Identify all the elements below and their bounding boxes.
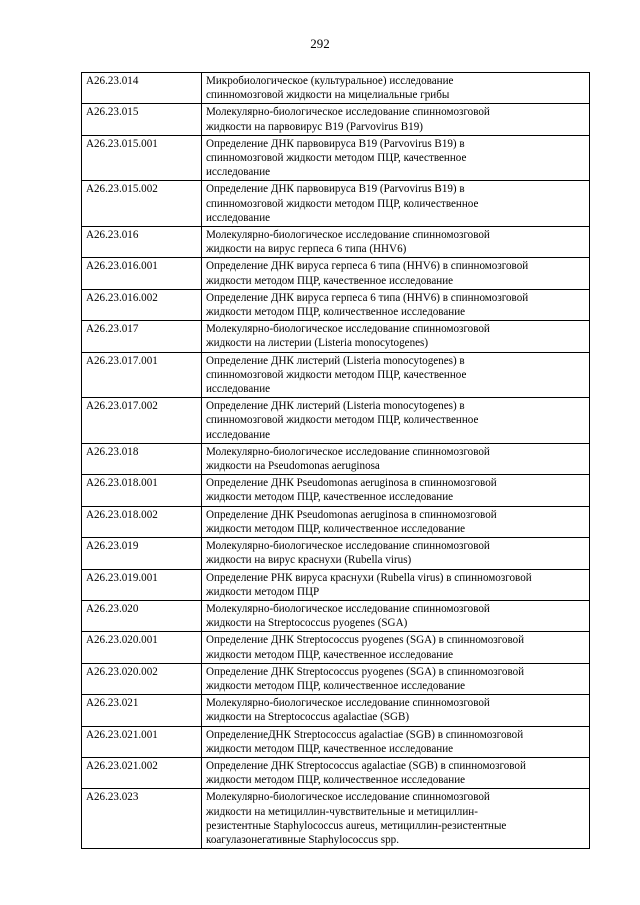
description-line: Определение РНК вируса краснухи (Rubella virus) в спинномозговой: [206, 571, 532, 584]
service-code: A26.23.021.002: [82, 757, 202, 788]
description-line: Определение ДНК Streptococcus pyogenes (SGA) в спинномозговой: [206, 665, 525, 678]
description-line: Молекулярно-биологическое исследование спинномозговой: [206, 791, 490, 804]
description-line: резистентные Staphylococcus aureus, метициллин-резистентные: [206, 819, 507, 832]
description-line: Микробиологическое (культуральное) исследование: [206, 75, 454, 87]
service-code: A26.23.020.002: [82, 663, 202, 694]
table-row: [82, 538, 590, 569]
service-code: A26.23.015.002: [82, 181, 202, 227]
table-row: [82, 789, 590, 849]
description-line: жидкости на вирус краснухи (Rubella virus): [206, 554, 412, 567]
table-row: [82, 104, 590, 135]
table-row: [82, 443, 590, 474]
description-line: исследование: [206, 383, 271, 396]
description-line: жидкости на листерии (Listeria monocytogenes): [206, 337, 429, 350]
description-line: жидкости на вирус герпеса 6 типа (HHV6): [206, 243, 407, 256]
service-description: [202, 475, 590, 506]
description-line: Определение ДНК листерий (Listeria monocytogenes) в: [206, 354, 465, 367]
description-line: жидкости методом ПЦР, качественное исследование: [206, 648, 454, 661]
service-code: A26.23.014: [82, 73, 202, 104]
description-line: жидкости на Streptococcus agalactiae (SGB): [206, 711, 410, 724]
description-line: жидкости на Pseudomonas aeruginosa: [206, 460, 380, 473]
service-description: [202, 695, 590, 726]
description-line: Молекулярно-биологическое исследование спинномозговой: [206, 602, 490, 615]
service-description: [202, 321, 590, 352]
table-row: [82, 73, 590, 104]
description-line: жидкости методом ПЦР, количественное исследование: [206, 774, 466, 787]
table-row: [82, 181, 590, 227]
service-description: [202, 663, 590, 694]
table-row: [82, 663, 590, 694]
description-line: исследование: [206, 166, 271, 179]
description-line: жидкости методом ПЦР, количественное исследование: [206, 306, 466, 319]
table-row: [82, 135, 590, 181]
description-line: Определение ДНК листерий (Listeria monocytogenes) в: [206, 400, 465, 413]
description-line: жидкости методом ПЦР: [206, 585, 320, 598]
table-row: [82, 227, 590, 258]
description-line: жидкости на Streptococcus pyogenes (SGA): [206, 617, 408, 630]
description-line: Молекулярно-биологическое исследование спинномозговой: [206, 697, 490, 710]
service-code: A26.23.016: [82, 227, 202, 258]
description-line: Определение ДНК Pseudomonas aeruginosa в спинномозговой: [206, 477, 497, 490]
service-code: A26.23.017.002: [82, 398, 202, 444]
service-code: A26.23.016.001: [82, 258, 202, 289]
service-description: [202, 726, 590, 757]
service-code: A26.23.016.002: [82, 289, 202, 320]
table-body: [82, 73, 590, 849]
description-line: Молекулярно-биологическое исследование спинномозговой: [206, 445, 490, 458]
service-description: [202, 569, 590, 600]
table-row: [82, 726, 590, 757]
table-row: [82, 352, 590, 398]
service-description: [202, 289, 590, 320]
description-line: Определение ДНК Pseudomonas aeruginosa в спинномозговой: [206, 508, 497, 521]
table-row: [82, 757, 590, 788]
table-row: [82, 258, 590, 289]
service-description: [202, 104, 590, 135]
table-row: [82, 321, 590, 352]
service-description: [202, 398, 590, 444]
description-line: жидкости на метициллин-чувствительные и метициллин-: [206, 805, 478, 818]
service-code: A26.23.015.001: [82, 135, 202, 181]
service-description: [202, 506, 590, 537]
table-row: [82, 475, 590, 506]
description-line: коагулазонегативные Staphylococcus spp.: [206, 833, 399, 846]
service-description: [202, 789, 590, 849]
description-line: Молекулярно-биологическое исследование спинномозговой: [206, 106, 490, 119]
page-number: 292: [310, 36, 330, 51]
description-line: жидкости методом ПЦР, количественное исследование: [206, 522, 466, 535]
description-line: ОпределениеДНК Streptococcus agalactiae (SGB) в спинномозговой: [206, 728, 524, 741]
service-code: A26.23.017: [82, 321, 202, 352]
description-line: Определение ДНК Streptococcus pyogenes (SGA) в спинномозговой: [206, 634, 525, 647]
table-row: [82, 289, 590, 320]
description-line: Определение ДНК парвовируса B19 (Parvovirus B19) в: [206, 183, 465, 196]
description-line: Определение ДНК Streptococcus agalactiae (SGB) в спинномозговой: [206, 759, 526, 772]
service-description: [202, 632, 590, 663]
description-line: Молекулярно-биологическое исследование спинномозговой: [206, 540, 490, 553]
service-code: A26.23.021.001: [82, 726, 202, 757]
table-row: [82, 600, 590, 631]
description-line: спинномозговой жидкости на мицелиальные грибы: [206, 89, 450, 102]
service-description: [202, 258, 590, 289]
service-code: A26.23.019.001: [82, 569, 202, 600]
description-line: жидкости на парвовирус B19 (Parvovirus B19): [206, 120, 423, 133]
description-line: исследование: [206, 428, 271, 441]
table-row: [82, 695, 590, 726]
service-code: A26.23.018.002: [82, 506, 202, 537]
service-code: A26.23.020.001: [82, 632, 202, 663]
table-row: [82, 398, 590, 444]
service-description: [202, 600, 590, 631]
service-code: A26.23.019: [82, 538, 202, 569]
description-line: жидкости методом ПЦР, количественное исследование: [206, 679, 466, 692]
description-line: исследование: [206, 211, 271, 224]
table-row: [82, 632, 590, 663]
services-table: [81, 72, 590, 849]
table-row: [82, 506, 590, 537]
description-line: Определение ДНК парвовируса B19 (Parvovirus B19) в: [206, 137, 465, 150]
service-description: [202, 443, 590, 474]
description-line: Определение ДНК вируса герпеса 6 типа (HHV6) в спинномозговой: [206, 291, 529, 304]
service-description: [202, 73, 590, 104]
service-code: A26.23.018: [82, 443, 202, 474]
service-description: [202, 181, 590, 227]
description-line: жидкости методом ПЦР, качественное исследование: [206, 274, 454, 287]
table-row: [82, 569, 590, 600]
service-code: A26.23.021: [82, 695, 202, 726]
description-line: Определение ДНК вируса герпеса 6 типа (HHV6) в спинномозговой: [206, 260, 529, 273]
service-code: A26.23.018.001: [82, 475, 202, 506]
description-line: Молекулярно-биологическое исследование спинномозговой: [206, 229, 490, 242]
service-description: [202, 227, 590, 258]
description-line: спинномозговой жидкости методом ПЦР, количественное: [206, 414, 479, 427]
description-line: спинномозговой жидкости методом ПЦР, качественное: [206, 152, 467, 165]
service-description: [202, 538, 590, 569]
description-line: спинномозговой жидкости методом ПЦР, качественное: [206, 368, 467, 381]
description-line: жидкости методом ПЦР, качественное исследование: [206, 742, 454, 755]
service-code: A26.23.017.001: [82, 352, 202, 398]
description-line: жидкости методом ПЦР, качественное исследование: [206, 491, 454, 504]
service-description: [202, 135, 590, 181]
service-description: [202, 352, 590, 398]
service-code: A26.23.023: [82, 789, 202, 849]
description-line: спинномозговой жидкости методом ПЦР, количественное: [206, 197, 479, 210]
service-description: [202, 757, 590, 788]
service-code: A26.23.015: [82, 104, 202, 135]
description-line: Молекулярно-биологическое исследование спинномозговой: [206, 323, 490, 336]
service-code: A26.23.020: [82, 600, 202, 631]
